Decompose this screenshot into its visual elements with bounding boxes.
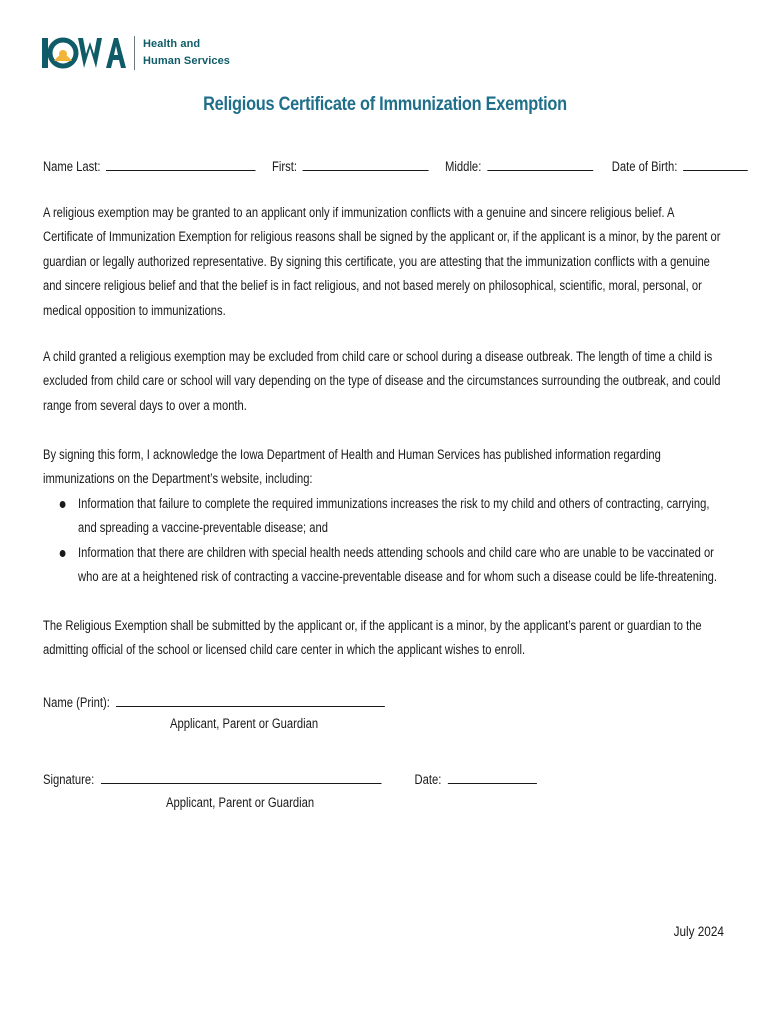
name-print-row [43, 694, 385, 711]
exemption-paragraph-2 [43, 345, 724, 418]
bullet-icon [60, 550, 66, 557]
bullet-icon [60, 501, 66, 508]
date-of-birth-field[interactable] [683, 158, 748, 171]
signature-field[interactable] [101, 771, 382, 784]
logo-divider [134, 36, 135, 70]
paragraph-text: By signing this form, I acknowledge the Iowa Department of Health and Human Services has published information regarding immunizations on the Department’s website, including: [43, 447, 661, 487]
name-fields-row [43, 158, 748, 175]
last-name-field[interactable] [106, 158, 256, 171]
name-print-field[interactable] [116, 694, 385, 707]
revision-date: July 2024 [673, 923, 724, 939]
signature-caption: Applicant, Parent or Guardian [166, 795, 315, 810]
logo-line-1: Health and [143, 38, 201, 50]
iowa-hhs-logo [42, 34, 230, 72]
signature-row [43, 771, 537, 788]
last-name-label: Name Last: [43, 159, 101, 174]
iowa-wordmark-logo [42, 34, 126, 72]
paragraph-text: A child granted a religious exemption may be excluded from child care or school during a disease outbreak. The length of time a child is excluded from child care or school will vary depending on the type of disease and the circumstances surrounding the outbreak, and could range from several days to over a month. [43, 349, 721, 413]
date-field[interactable] [448, 771, 537, 784]
bullet-text: Information that failure to complete the required immunizations increases the risk to my child and others of contracting, carrying, and spreading a vaccine-preventable disease; and [78, 496, 710, 536]
signature-label: Signature: [43, 772, 95, 787]
list-item [58, 541, 718, 590]
list-item [58, 492, 718, 541]
logo-agency-name [143, 36, 230, 70]
name-print-label: Name (Print): [43, 695, 110, 710]
acknowledgement-paragraph [43, 443, 724, 492]
date-of-birth-label: Date of Birth: [611, 159, 678, 174]
name-print-caption: Applicant, Parent or Guardian [170, 716, 319, 731]
paragraph-text: A religious exemption may be granted to an applicant only if immunization conflicts with a genuine and sincere religious belief. A Certificate of Immunization Exemption for religious reasons shall be signed by the applicant or, if the applicant is a minor, by the parent or guardian or legally authorized representative. By signing this certificate, you are attesting that the immunization conflicts with a genuine and sincere religious belief and that the belief is in fact religious, and not based merely on philosophical, scientific, moral, personal, or medical opposition to immunizations. [43, 205, 721, 318]
date-label: Date: [414, 772, 442, 787]
iowa-wordmark-icon [42, 34, 126, 72]
form-title: Religious Certificate of Immunization Exemption [203, 94, 567, 115]
middle-name-field[interactable] [487, 158, 593, 171]
acknowledgement-bullet-list [58, 492, 718, 590]
bullet-text: Information that there are children with special health needs attending schools and child care who are unable to be vaccinated or who are at a heightened risk of contracting a vaccine-preventable disease and for whom such a disease could be life-threatening. [78, 544, 717, 585]
logo-line-2: Human Services [143, 55, 230, 67]
middle-name-label: Middle: [445, 159, 482, 174]
submission-paragraph [43, 614, 724, 663]
first-name-field[interactable] [303, 158, 429, 171]
paragraph-text: The Religious Exemption shall be submitted by the applicant or, if the applicant is a minor, by the applicant’s parent or guardian to the admitting official of the school or licensed child care center in which the applicant wishes to enroll. [43, 618, 702, 658]
exemption-paragraph-1 [43, 201, 724, 323]
first-name-label: First: [272, 159, 298, 174]
